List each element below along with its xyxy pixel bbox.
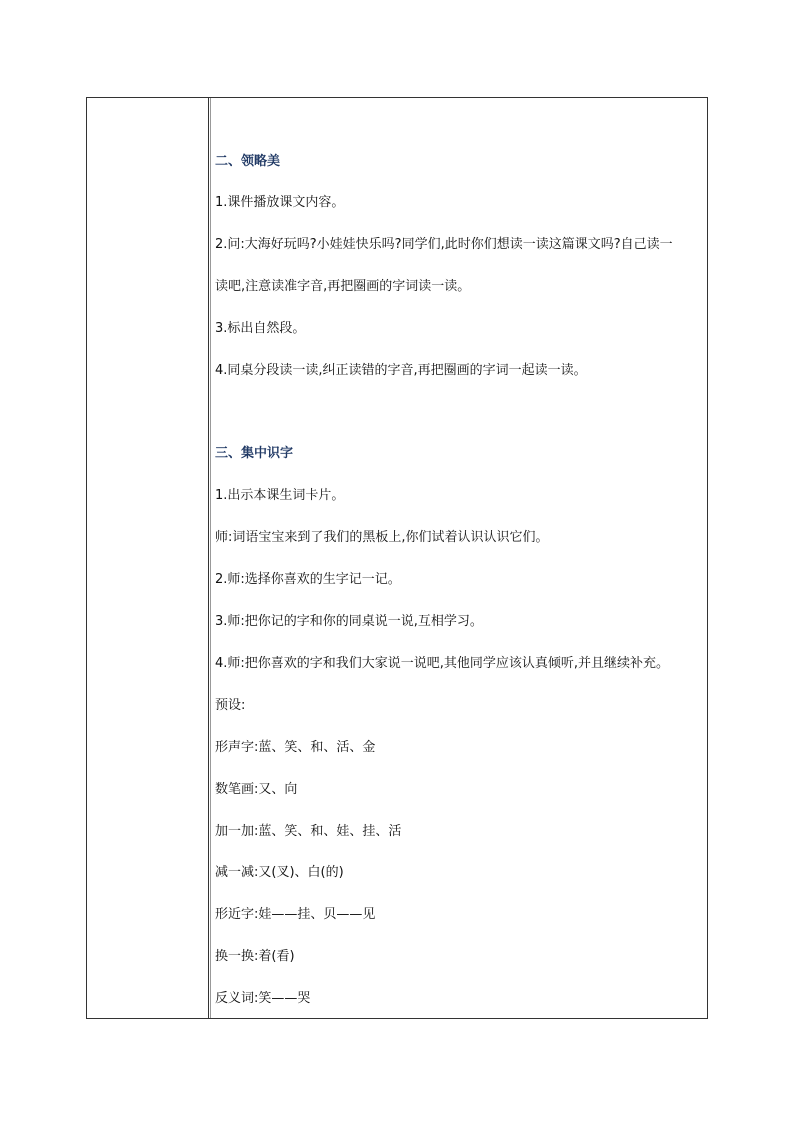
text-line: 3.师:把你记的字和你的同桌说一说,互相学习。 [215,614,483,629]
text-line: 4.师:把你喜欢的字和我们大家说一说吧,其他同学应该认真倾听,并且继续补充。 [215,656,670,671]
text-line: 数笔画:又、向 [215,782,298,797]
text-line: 形声字:蓝、笑、和、活、金 [215,740,376,755]
text-line: 反义词:笑——哭 [215,991,311,1006]
text-line: 1.课件播放课文内容。 [215,195,345,210]
section-heading-lingluemei: 二、领略美 [215,154,281,169]
text-line: 3.标出自然段。 [215,321,306,336]
lesson-table [86,97,708,1019]
text-line: 2.师:选择你喜欢的生字记一记。 [215,572,401,587]
text-line: 加一加:蓝、笑、和、娃、挂、活 [215,824,402,839]
text-line: 形近字:娃——挂、贝——见 [215,907,376,922]
text-line: 换一换:着(看) [215,949,295,964]
column-divider-inner [210,98,211,1018]
text-line: 4.同桌分段读一读,纠正读错的字音,再把圈画的字词一起读一读。 [215,363,587,378]
text-line: 预设: [215,698,246,713]
column-divider [208,98,209,1018]
text-line: 2.问:大海好玩吗?小娃娃快乐吗?同学们,此时你们想读一读这篇课文吗?自己读一 [215,237,673,252]
text-line: 师:词语宝宝来到了我们的黑板上,你们试着认识认识它们。 [215,530,549,545]
text-line: 读吧,注意读准字音,再把圈画的字词读一读。 [215,279,471,294]
text-line: 减一减:又(叉)、白(的) [215,865,344,880]
section-heading-jizhongshizi: 三、集中识字 [215,446,294,461]
text-line: 1.出示本课生词卡片。 [215,488,345,503]
